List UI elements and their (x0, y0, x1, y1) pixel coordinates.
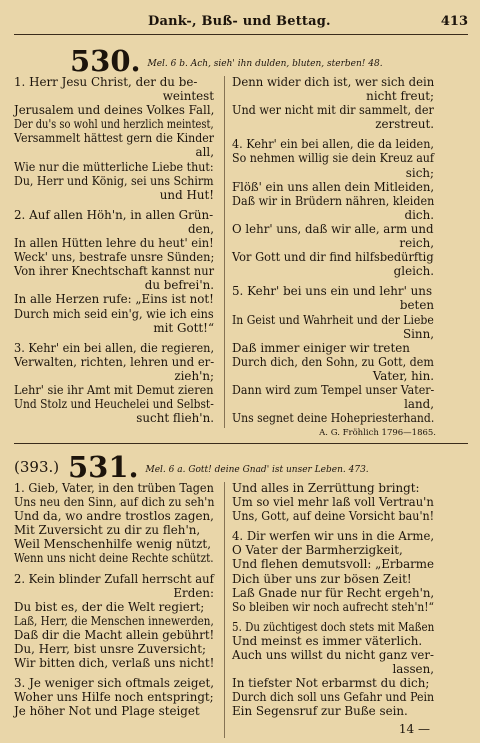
verse-line: sich; (405, 165, 435, 180)
verse-line: Und wer nicht mit dir sammelt, der (232, 103, 434, 118)
hymn-530-left-column (14, 75, 216, 425)
verse-line: O Vater der Barmherzigkeit, (232, 543, 403, 558)
verse-line: Von ihrer Knechtschaft kannst nur (14, 264, 215, 279)
verse-line: sucht flieh'n. (136, 411, 215, 426)
verse-line: Laß, Herr, die Menschen innewerden, (14, 613, 214, 628)
column-divider (224, 482, 225, 738)
verse-line: gleich. (393, 264, 435, 279)
signature-mark: 14 — (398, 722, 430, 736)
verse-line: Daß wir in Brüdern nähren, kleiden (232, 193, 435, 208)
verse-line: Ein Segensruf zur Buße sein. (232, 704, 408, 719)
verse-line: So nehmen willig sie dein Kreuz auf (232, 151, 435, 166)
verse-line: Du, Herr und König, sei uns Schirm (14, 173, 214, 188)
verse-line: Der du's so wohl und herzlich meintest, (14, 117, 214, 132)
page-header (0, 14, 480, 32)
verse-line: Weil Menschenhilfe wenig nützt, (14, 537, 211, 552)
hymn-530-author: A. G. Fröhlich 1796—1865. (319, 428, 436, 438)
hymn-531-number: 531. (67, 450, 139, 484)
verse-line: all, (195, 145, 215, 160)
verse-line: Vor Gott und dir find hilfsbedürftig (232, 250, 434, 265)
verse-line: Durch dich soll uns Gefahr und Pein (232, 690, 435, 705)
verse-line: 3. Je weniger sich oftmals zeiget, (14, 676, 215, 691)
verse-line: Auch uns willst du nicht ganz ver- (232, 648, 434, 663)
verse-line: und Hut! (159, 187, 215, 202)
verse-line: Und Stolz und Heuchelei und Selbst- (14, 397, 214, 412)
verse-line: land, (404, 397, 435, 412)
verse-line: Laß Gnade nur für Recht ergeh'n, (232, 585, 435, 600)
verse-line: Verwalten, richten, lehren und er- (14, 354, 215, 369)
verse-line: So bleiben wir noch aufrecht steh'n!“ (232, 599, 434, 614)
verse-line: zerstreut. (375, 117, 435, 132)
verse-line: Uns segnet deine Hohepriesterhand. (232, 411, 435, 426)
verse-line: Mit Zuversicht zu dir zu fleh'n, (14, 523, 201, 538)
hymn-530-right-column (232, 75, 436, 425)
verse-line: In allen Hütten lehre du heut' ein! (14, 236, 214, 251)
hymn-531-page-mark-block (232, 722, 436, 736)
verse-line: Wie nur die mütterliche Liebe thut: (14, 159, 214, 174)
verse-line: den, (187, 221, 215, 236)
verse-line: 1. Herr Jesu Christ, der du be- (14, 75, 198, 89)
verse-line: Daß dir die Macht allein gebührt! (14, 627, 215, 642)
hymn-530-author-block (232, 424, 436, 440)
verse-line: Uns neu den Sinn, auf dich zu seh'n (14, 495, 215, 510)
verse-line: Wenn uns nicht deine Rechte schützt. (14, 551, 214, 566)
verse-line: Du, Herr, bist unsre Zuversicht; (14, 642, 206, 657)
verse-line: Je höher Not und Plage steiget (14, 704, 200, 719)
verse-line: Weck' uns, bestrafe unsre Sünden; (14, 250, 215, 265)
hymn-531-cross-reference: (393.) (14, 458, 60, 476)
verse-line: Denn wider dich ist, wer sich dein (232, 75, 435, 89)
verse-line: In alle Herzen rufe: „Eins ist not! (14, 292, 214, 307)
verse-line: 4. Dir werfen wir uns in die Arme, (232, 529, 435, 544)
verse-line: In tiefster Not erbarmst du dich; (232, 676, 430, 691)
verse-line: 5. Du züchtigest doch stets mit Maßen (232, 619, 435, 634)
page-number: 413 (440, 14, 468, 29)
verse-line: reich, (399, 236, 435, 251)
verse-line: Durch mich seid ein'g, wie ich eins (14, 306, 214, 321)
hymn-531-left-column (14, 481, 216, 719)
verse-line: Versammelt hättest gern die Kinder (14, 131, 215, 146)
verse-line: Und alles in Zerrüttung bringt: (232, 481, 420, 495)
verse-line: du befrei'n. (144, 278, 215, 293)
header-rule (14, 34, 468, 35)
verse-line: zieh'n; (174, 368, 215, 383)
verse-line: 3. Kehr' ein bei allen, die regieren, (14, 340, 215, 355)
verse-line: In Geist und Wahrheit und der Liebe (232, 312, 434, 327)
verse-line: Um so viel mehr laß voll Vertrau'n (232, 495, 434, 510)
hymn-530-melody: Mel. 6 b. Ach, sieh' ihn dulden, bluten, sterben! 48. (147, 59, 383, 69)
verse-line: Sinn, (402, 326, 435, 341)
verse-line: Daß immer einiger wir treten (232, 340, 410, 355)
verse-line: 1. Gieb, Vater, in den trüben Tagen (14, 481, 214, 495)
verse-line: Erden: (173, 585, 215, 600)
verse-line: Und da, wo andre trostlos zagen, (14, 509, 214, 524)
verse-line: Wir bitten dich, verlaß uns nicht! (14, 656, 215, 671)
verse-line: Durch dich, den Sohn, zu Gott, dem (232, 354, 434, 369)
running-title: Dank-, Buß- und Bettag. (148, 14, 331, 29)
verse-line: Woher uns Hilfe noch entspringt; (14, 690, 214, 705)
verse-line: mit Gott!“ (153, 320, 215, 335)
verse-line: Du bist es, der die Welt regiert; (14, 599, 205, 614)
hymn-531-right-column (232, 481, 436, 719)
verse-line: weintest (162, 89, 215, 104)
section-rule (14, 443, 468, 444)
hymn-530-heading (70, 44, 383, 78)
verse-line: 2. Kein blinder Zufall herrscht auf (14, 571, 214, 586)
hymn-531-melody: Mel. 6 a. Gott! deine Gnad' ist unser Leben. 473. (145, 465, 369, 475)
column-divider (224, 76, 225, 428)
verse-line: Uns, Gott, auf deine Vorsicht bau'n! (232, 509, 435, 524)
verse-line: 5. Kehr' bei uns ein und lehr' uns (232, 284, 433, 299)
verse-line: Dann wird zum Tempel unser Vater- (232, 382, 435, 397)
verse-line: Dich über uns zur bösen Zeit! (232, 571, 412, 586)
verse-line: Lehr' sie ihr Amt mit Demut zieren (14, 382, 214, 397)
verse-line: 2. Auf allen Höh'n, in allen Grün- (14, 207, 214, 222)
verse-line: Jerusalem und deines Volkes Fall, (14, 103, 215, 118)
verse-line: nicht freut; (366, 89, 435, 104)
verse-line: dich. (404, 207, 435, 222)
verse-line: 4. Kehr' ein bei allen, die da leiden, (232, 137, 434, 152)
verse-line: O lehr' uns, daß wir alle, arm und (232, 221, 434, 236)
verse-line: beten (399, 298, 435, 313)
verse-line: Und meinst es immer väterlich. (232, 633, 423, 648)
verse-line: Flöß' ein uns allen dein Mitleiden, (232, 179, 435, 194)
hymn-531-heading (14, 450, 369, 484)
verse-line: Und flehen demutsvoll: „Erbarme (232, 557, 434, 572)
hymn-530-number: 530. (70, 44, 141, 78)
verse-line: lassen, (392, 662, 435, 677)
verse-line: Vater, hin. (372, 368, 435, 383)
